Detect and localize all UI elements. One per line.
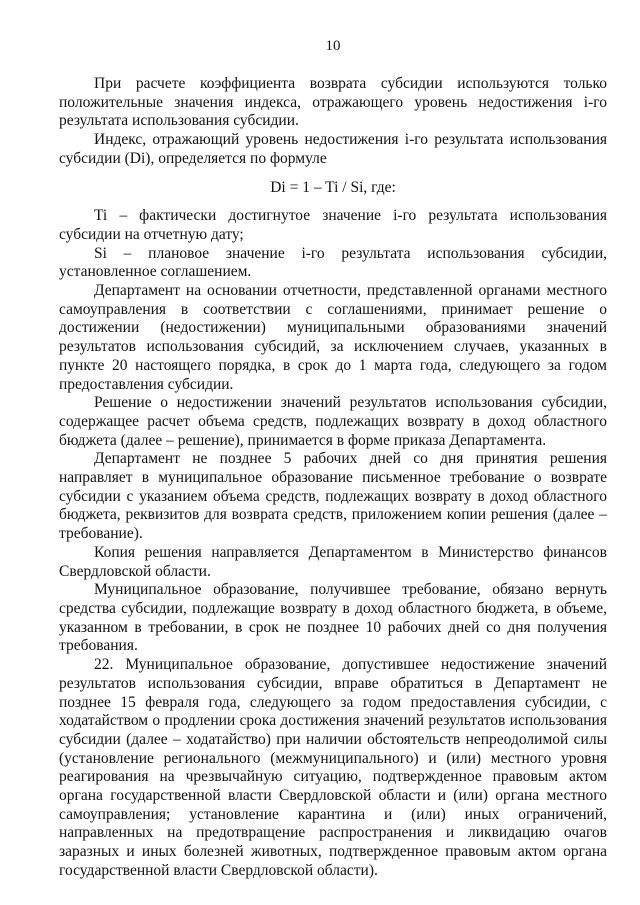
formula-di: Di = 1 – Ti / Si, где: bbox=[270, 178, 396, 196]
document-body bbox=[59, 75, 607, 881]
paragraph-return-obligation: Муниципальное образование, получившее требование, обязано вернуть средства субсидии, подлежащие возврату в доход областного бюджета, в объеме, указанном в требовании, в срок не позднее 10 рабочих дней со дня получения требования. bbox=[59, 581, 607, 655]
paragraph-copy-to-ministry: Копия решения направляется Департаментом в Министерство финансов Свердловской области. bbox=[59, 543, 607, 580]
paragraph-return-coefficient: При расчете коэффициента возврата субсидии используются только положительные значения индекса, отражающего уровень недостижения i-го результата использования субсидии. bbox=[59, 75, 607, 130]
paragraph-demand-notice: Департамент не позднее 5 рабочих дней со дня принятия решения направляет в муниципальное образование письменное требование о возврате субсидии с указанием объема средств, подлежащих возврату в доход областного бюджета, реквизитов для возврата средств, приложением копии решения (далее – требование). bbox=[59, 450, 607, 543]
paragraph-index-definition: Индекс, отражающий уровень недостижения i-го результата использования субсидии (Di), определяется по формуле bbox=[59, 131, 607, 167]
paragraph-decision-form: Решение о недостижении значений результатов использования субсидии, содержащее расчет объема средств, подлежащих возврату в доход областного бюджета (далее – решение), принимается в форме приказа Департамента. bbox=[59, 394, 607, 449]
paragraph-item-22-petition: 22. Муниципальное образование, допустившее недостижение значений результатов использования субсидии, вправе обратиться в Департамент не позднее 15 февраля года, следующего за годом предоставления субсидии, с ходатайством о продлении срока достижения значений результатов использования субсидии (далее – ходатайство) при наличии обстоятельств непреодолимой силы (установление регионального (межмуниципального) и (или) местного уровня реагирования на чрезвычайную ситуацию, подтвержденное правовым актом органа государственной власти Свердловской области и (или) органа местного самоуправления; установление карантина и (или) иных ограничений, направленных на предотвращение распространения и ликвидацию очагов заразных и иных болезней животных, подтвержденное правовым актом органа государственной власти Свердловской области). bbox=[59, 656, 607, 879]
paragraph-si-definition: Si – плановое значение i-го результата использования субсидии, установленное соглашением. bbox=[59, 244, 607, 281]
page-number: 10 bbox=[325, 38, 341, 54]
paragraph-department-decision: Департамент на основании отчетности, представленной органами местного самоуправления в соответствии с соглашениями, принимает решение о достижении (недостижении) муниципальными образованиями значений результатов использования субсидий, за исключением случаев, указанных в пункте 20 настоящего порядка, в срок до 1 марта года, следующего за годом предоставления субсидии. bbox=[59, 282, 607, 393]
paragraph-ti-definition: Ti – фактически достигнутое значение i-го результата использования субсидии на отчетную дату; bbox=[59, 207, 607, 243]
